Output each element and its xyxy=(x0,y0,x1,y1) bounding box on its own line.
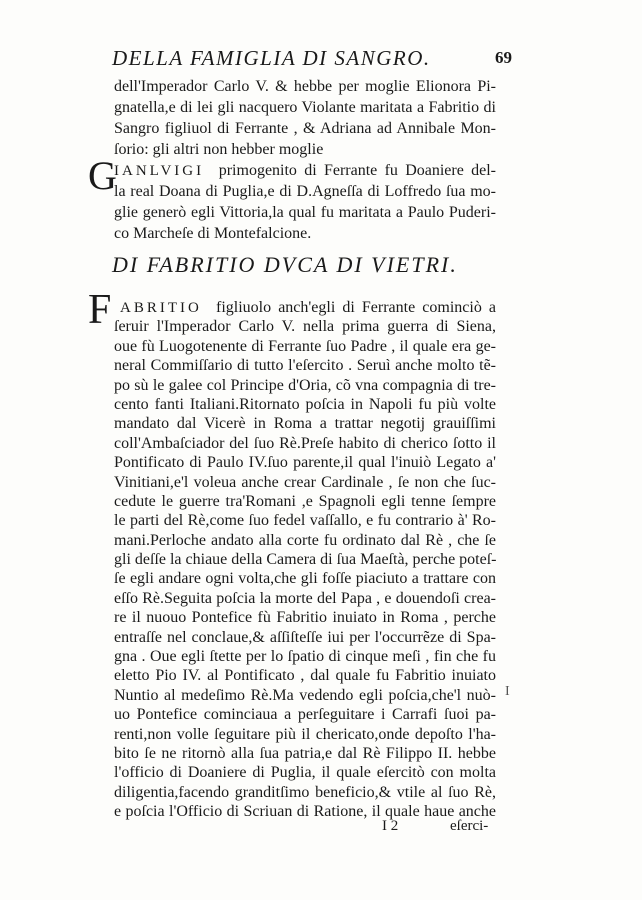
text-line: gnatella,e di lei gli nacquero Violante maritata a Fabritio di xyxy=(114,99,496,116)
text-line: diligentia,facendo granditſimo beneficio,& vtile al ſuo Rè, xyxy=(114,783,496,801)
text-line: bito ſe ne ritornò alla ſua patria,e dal Rè Filippo II. hebbe xyxy=(114,744,496,762)
text-line xyxy=(114,160,496,181)
text-line: dell'Imperador Carlo V. & hebbe per moglie Elionora Pi- xyxy=(114,78,496,95)
catchword: eſerci- xyxy=(450,818,489,834)
text-line: le parti del Rè,come ſuo fedel vaſſallo, e fu contrario à' Ro- xyxy=(114,512,496,530)
text-line: entraſſe nel conclaue,& aſſiſteſſe iui per l'occurrẽze di Spa- xyxy=(114,628,496,646)
text-line: gna . Oue egli ſtette per lo ſpatio di cinque meſi , fin che fu xyxy=(114,648,496,666)
text-line: ſorio: gli altri non hebber moglie xyxy=(114,141,324,158)
text-line: Sangro figliuol di Ferrante , & Adriana ad Annibale Mon- xyxy=(114,120,496,137)
running-title: DELLA FAMIGLIA DI SANGRO. xyxy=(112,46,431,70)
text-line: ſe egli andare ogni volta,che gli foſſe piaciuto a trattare con xyxy=(114,570,496,588)
body-text-top xyxy=(114,76,496,244)
text-line: mandato dal Vicerè in Roma a trattar negotij grauiſſimi xyxy=(114,415,496,433)
text-line: glie generò egli Vittoria,la qual fu maritata a Paulo Puderi- xyxy=(114,204,496,221)
text-line: renti,non volle ſeguitare più il chericato,onde depoſto l'ha- xyxy=(114,725,496,743)
text-line: po sù le galee col Principe d'Oria, cõ vna compagnia di tre- xyxy=(114,376,496,394)
text-line: e poſcia l'Officio di Scriuan di Ratione, il quale haue anche xyxy=(114,803,496,821)
page-number: 69 xyxy=(495,48,512,67)
text-line: l'officio di Doaniere di Puglia, il quale eſercitò con molta xyxy=(114,764,496,782)
text-line: coll'Ambaſciador del ſuo Rè.Preſe habito di cherico ſotto il xyxy=(114,434,496,452)
text-line: oue fù Luogotenente di Ferrante ſuo Padre , il quale era ge- xyxy=(114,337,496,355)
small-caps-name: ABRITIO xyxy=(120,300,202,316)
text-line: ſeruir l'Imperador Carlo V. nella prima guerra di Siena, xyxy=(114,318,496,336)
text-line: mani.Perloche andato alla corte fu ordinato dal Rè , che ſe xyxy=(114,531,496,549)
small-caps-name: IANLVIGI xyxy=(114,163,205,179)
text-line: re il nuouo Pontefice fù Fabritio inuiato in Roma , perche xyxy=(114,609,496,627)
text-line: Nuntio al medeſimo Rè.Ma vedendo egli poſcia,che'l nuò- xyxy=(114,686,496,704)
text-line: Pontificato di Paulo IV.ſuo parente,il qual l'inuiò Legato a' xyxy=(114,454,496,472)
text-line: eſſo Rè.Seguita poſcia la morte del Papa , e douendoſi crea- xyxy=(114,589,496,607)
running-header xyxy=(112,46,512,71)
text-line: neral Commiſſario di tutto l'eſercito . Seruì anche molto tẽ- xyxy=(114,357,496,375)
text-line: gli deſſe la chiaue della Camera di ſua Maeſtà, perche poteſ- xyxy=(114,551,497,569)
body-text-fabritio xyxy=(114,298,496,822)
drop-cap: F xyxy=(88,287,112,333)
text-line: Vinitiani,e'l voleua anche crear Cardinale , ſe non che ſuc- xyxy=(114,473,496,491)
section-title: DI FABRITIO DVCA DI VIETRI. xyxy=(112,252,458,277)
signature-mark: I 2 xyxy=(382,818,399,834)
text-line: eletto Pio IV. al Pontificato , dal quale fu Fabritio inuiato xyxy=(114,667,496,685)
text-line: la real Doana di Puglia,e di D.Agneſſa di Loffredo ſua mo- xyxy=(114,183,496,200)
text-line: cedute le guerre tra'Romani ,e Spagnoli egli tenne ſempre xyxy=(114,492,496,510)
text-line: uo Pontefice cominciaua a perſeguitare i Carrafi ſuoi pa- xyxy=(114,706,496,724)
drop-cap: G xyxy=(88,153,117,198)
text-fragment: figliuolo anch'egli di Ferrante cominciò a xyxy=(216,299,497,316)
text-line xyxy=(114,298,496,317)
margin-mark: I xyxy=(505,684,510,699)
text-line: co Marcheſe di Montefalcione. xyxy=(114,225,312,242)
text-fragment: primogenito di Ferrante fu Doaniere del- xyxy=(218,162,497,179)
text-line: cento fanti Italiani.Ritornato poſcia in Napoli fu più volte xyxy=(114,395,496,413)
